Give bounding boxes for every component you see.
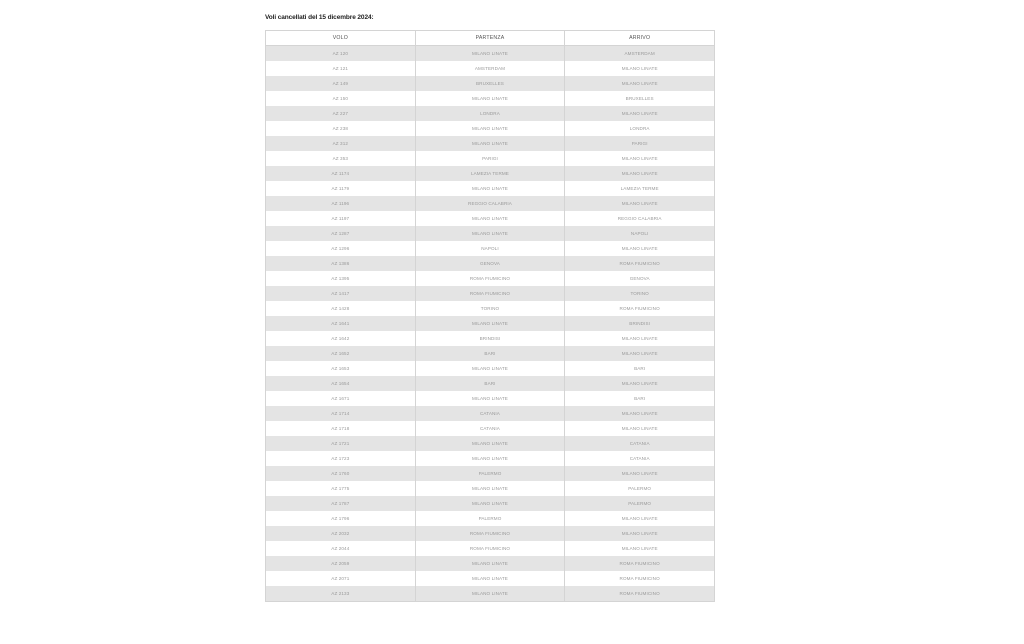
arrival-cell: PALERMO [565, 481, 715, 496]
departure-cell: ROMA FIUMICINO [415, 526, 565, 541]
table-row [266, 316, 715, 331]
flight-number-cell: AZ 1196 [266, 196, 416, 211]
column-header-arrivo: ARRIVO [565, 31, 715, 46]
cancelled-flights-table [265, 30, 715, 602]
arrival-cell: MILANO LINATE [565, 541, 715, 556]
table-row [266, 496, 715, 511]
flight-number-cell: AZ 1796 [266, 511, 416, 526]
flight-number-cell: AZ 120 [266, 46, 416, 62]
flight-number-cell: AZ 1174 [266, 166, 416, 181]
column-header-volo: VOLO [266, 31, 416, 46]
flight-number-cell: AZ 121 [266, 61, 416, 76]
table-row [266, 541, 715, 556]
table-row [266, 376, 715, 391]
table-row [266, 436, 715, 451]
flight-number-cell: AZ 1721 [266, 436, 416, 451]
column-header-partenza: PARTENZA [415, 31, 565, 46]
flight-number-cell: AZ 1386 [266, 256, 416, 271]
table-row [266, 271, 715, 286]
departure-cell: BARI [415, 376, 565, 391]
arrival-cell: MILANO LINATE [565, 76, 715, 91]
table-row [266, 571, 715, 586]
flight-number-cell: AZ 1775 [266, 481, 416, 496]
departure-cell: REGGIO CALABRIA [415, 196, 565, 211]
flight-number-cell: AZ 149 [266, 76, 416, 91]
table-row [266, 166, 715, 181]
table-body [266, 46, 715, 602]
arrival-cell: CATANIA [565, 451, 715, 466]
arrival-cell: MILANO LINATE [565, 196, 715, 211]
departure-cell: ROMA FIUMICINO [415, 271, 565, 286]
departure-cell: MILANO LINATE [415, 436, 565, 451]
flight-number-cell: AZ 1652 [266, 346, 416, 361]
flight-number-cell: AZ 1654 [266, 376, 416, 391]
table-row [266, 91, 715, 106]
departure-cell: MILANO LINATE [415, 316, 565, 331]
departure-cell: MILANO LINATE [415, 226, 565, 241]
departure-cell: TORINO [415, 301, 565, 316]
flight-number-cell: AZ 1671 [266, 391, 416, 406]
arrival-cell: LAMEZIA TERME [565, 181, 715, 196]
table-row [266, 196, 715, 211]
arrival-cell: ROMA FIUMICINO [565, 586, 715, 602]
departure-cell: ROMA FIUMICINO [415, 541, 565, 556]
flight-number-cell: AZ 1197 [266, 211, 416, 226]
arrival-cell: CATANIA [565, 436, 715, 451]
arrival-cell: MILANO LINATE [565, 421, 715, 436]
arrival-cell: MILANO LINATE [565, 331, 715, 346]
arrival-cell: BRUXELLES [565, 91, 715, 106]
table-row [266, 406, 715, 421]
page-heading: Voli cancellati del 15 dicembre 2024: [265, 14, 374, 21]
departure-cell: LAMEZIA TERME [415, 166, 565, 181]
arrival-cell: GENOVA [565, 271, 715, 286]
table-row [266, 526, 715, 541]
table-row [266, 106, 715, 121]
arrival-cell: ROMA FIUMICINO [565, 556, 715, 571]
table-row [266, 421, 715, 436]
table-row [266, 286, 715, 301]
flight-number-cell: AZ 1760 [266, 466, 416, 481]
flight-number-cell: AZ 150 [266, 91, 416, 106]
arrival-cell: MILANO LINATE [565, 151, 715, 166]
flight-number-cell: AZ 1714 [266, 406, 416, 421]
departure-cell: BRINDISI [415, 331, 565, 346]
arrival-cell: ROMA FIUMICINO [565, 256, 715, 271]
departure-cell: MILANO LINATE [415, 571, 565, 586]
arrival-cell: MILANO LINATE [565, 511, 715, 526]
table-row [266, 391, 715, 406]
flight-number-cell: AZ 2044 [266, 541, 416, 556]
arrival-cell: PARIGI [565, 136, 715, 151]
table-row [266, 46, 715, 62]
table-row [266, 121, 715, 136]
flight-number-cell: AZ 1287 [266, 226, 416, 241]
departure-cell: BRUXELLES [415, 76, 565, 91]
flight-number-cell: AZ 1395 [266, 271, 416, 286]
departure-cell: MILANO LINATE [415, 496, 565, 511]
flight-number-cell: AZ 1428 [266, 301, 416, 316]
flight-number-cell: AZ 1179 [266, 181, 416, 196]
departure-cell: ROMA FIUMICINO [415, 286, 565, 301]
departure-cell: MILANO LINATE [415, 451, 565, 466]
table-row [266, 346, 715, 361]
flight-number-cell: AZ 353 [266, 151, 416, 166]
arrival-cell: PALERMO [565, 496, 715, 511]
table-row [266, 451, 715, 466]
table-row [266, 361, 715, 376]
departure-cell: MILANO LINATE [415, 181, 565, 196]
arrival-cell: REGGIO CALABRIA [565, 211, 715, 226]
table-row [266, 556, 715, 571]
departure-cell: AMSTERDAM [415, 61, 565, 76]
arrival-cell: MILANO LINATE [565, 61, 715, 76]
flight-number-cell: AZ 1653 [266, 361, 416, 376]
departure-cell: NAPOLI [415, 241, 565, 256]
flight-number-cell: AZ 1723 [266, 451, 416, 466]
table-row [266, 481, 715, 496]
flight-number-cell: AZ 1417 [266, 286, 416, 301]
flight-number-cell: AZ 1642 [266, 331, 416, 346]
flight-number-cell: AZ 1296 [266, 241, 416, 256]
flight-number-cell: AZ 312 [266, 136, 416, 151]
departure-cell: MILANO LINATE [415, 121, 565, 136]
departure-cell: PALERMO [415, 466, 565, 481]
flight-number-cell: AZ 1718 [266, 421, 416, 436]
table-row [266, 76, 715, 91]
departure-cell: MILANO LINATE [415, 136, 565, 151]
arrival-cell: ROMA FIUMICINO [565, 571, 715, 586]
arrival-cell: MILANO LINATE [565, 376, 715, 391]
flight-number-cell: AZ 1787 [266, 496, 416, 511]
arrival-cell: LONDRA [565, 121, 715, 136]
table-row [266, 61, 715, 76]
flight-number-cell: AZ 2071 [266, 571, 416, 586]
departure-cell: MILANO LINATE [415, 391, 565, 406]
arrival-cell: TORINO [565, 286, 715, 301]
arrival-cell: BRINDISI [565, 316, 715, 331]
departure-cell: CATANIA [415, 421, 565, 436]
arrival-cell: NAPOLI [565, 226, 715, 241]
arrival-cell: BARI [565, 361, 715, 376]
departure-cell: BARI [415, 346, 565, 361]
arrival-cell: MILANO LINATE [565, 406, 715, 421]
departure-cell: MILANO LINATE [415, 91, 565, 106]
table-row [266, 331, 715, 346]
arrival-cell: ROMA FIUMICINO [565, 301, 715, 316]
departure-cell: LONDRA [415, 106, 565, 121]
header-row [266, 31, 715, 46]
table-row [266, 151, 715, 166]
table-header [266, 31, 715, 46]
arrival-cell: BARI [565, 391, 715, 406]
table-row [266, 181, 715, 196]
flight-number-cell: AZ 2032 [266, 526, 416, 541]
table-row [266, 301, 715, 316]
arrival-cell: MILANO LINATE [565, 166, 715, 181]
flight-number-cell: AZ 2133 [266, 586, 416, 602]
arrival-cell: MILANO LINATE [565, 526, 715, 541]
flight-number-cell: AZ 1641 [266, 316, 416, 331]
departure-cell: MILANO LINATE [415, 481, 565, 496]
table-row [266, 136, 715, 151]
arrival-cell: AMSTERDAM [565, 46, 715, 62]
departure-cell: PALERMO [415, 511, 565, 526]
table-row [266, 511, 715, 526]
arrival-cell: MILANO LINATE [565, 466, 715, 481]
table-row [266, 586, 715, 602]
flight-number-cell: AZ 238 [266, 121, 416, 136]
table-row [266, 241, 715, 256]
table-row [266, 211, 715, 226]
departure-cell: MILANO LINATE [415, 556, 565, 571]
arrival-cell: MILANO LINATE [565, 346, 715, 361]
table-row [266, 226, 715, 241]
departure-cell: MILANO LINATE [415, 211, 565, 226]
departure-cell: MILANO LINATE [415, 361, 565, 376]
arrival-cell: MILANO LINATE [565, 106, 715, 121]
departure-cell: CATANIA [415, 406, 565, 421]
departure-cell: MILANO LINATE [415, 586, 565, 602]
departure-cell: MILANO LINATE [415, 46, 565, 62]
table-row [266, 466, 715, 481]
flight-number-cell: AZ 2059 [266, 556, 416, 571]
departure-cell: PARIGI [415, 151, 565, 166]
flight-number-cell: AZ 227 [266, 106, 416, 121]
arrival-cell: MILANO LINATE [565, 241, 715, 256]
table-row [266, 256, 715, 271]
departure-cell: GENOVA [415, 256, 565, 271]
